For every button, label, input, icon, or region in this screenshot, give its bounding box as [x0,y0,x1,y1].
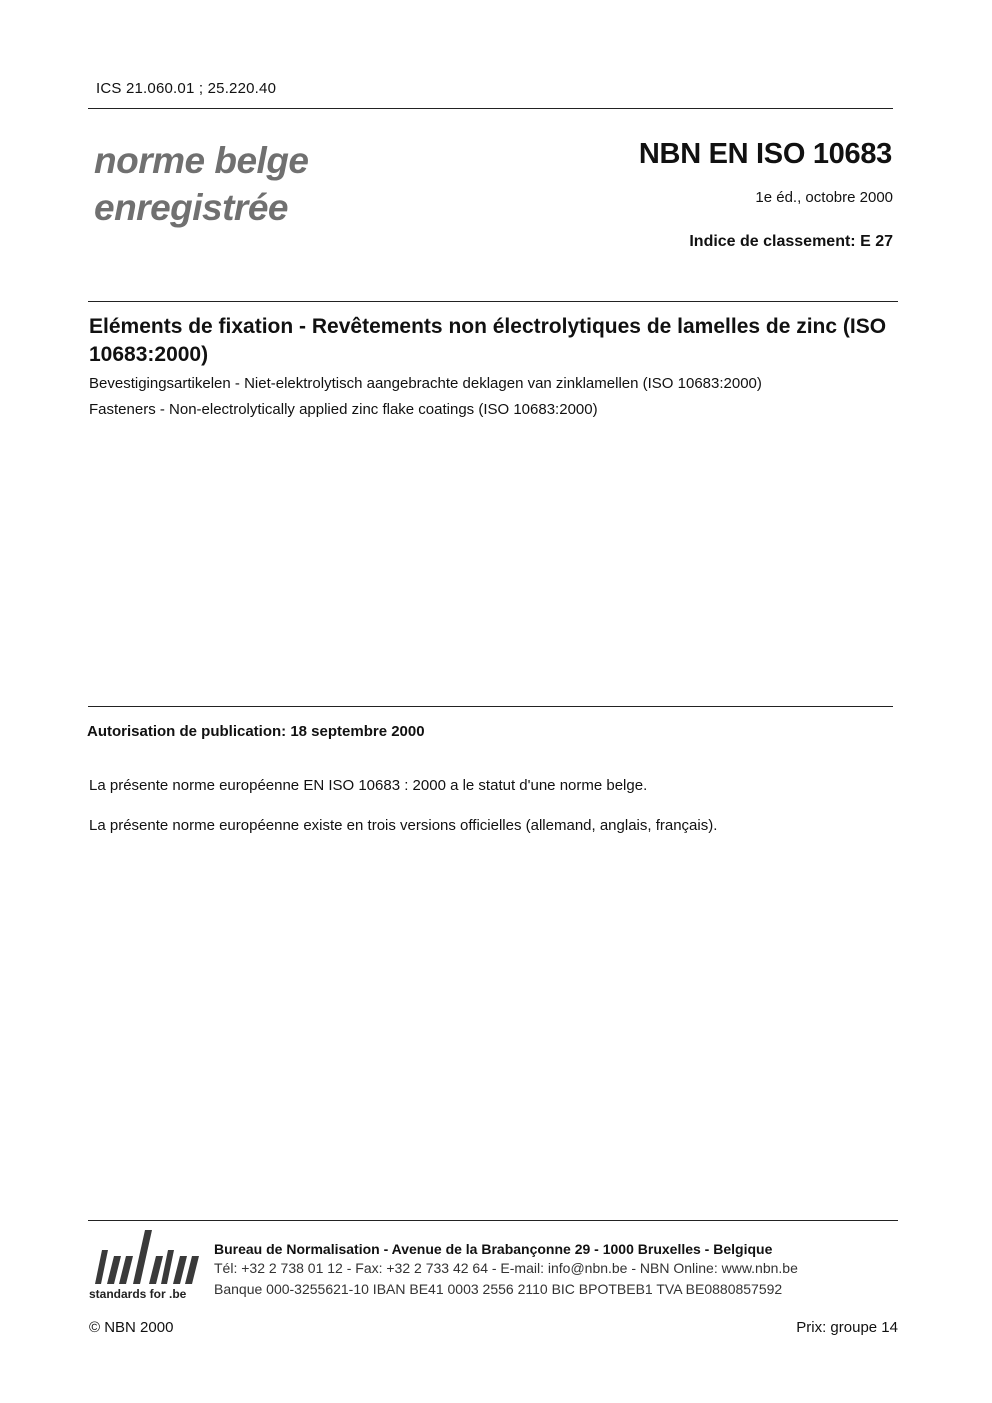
title-english: Fasteners - Non-electrolytically applied zinc flake coatings (ISO 10683:2000) [89,401,598,418]
top-rule [88,108,893,109]
edition-date: 1e éd., octobre 2000 [755,189,893,206]
brand-line-1: norme belge [94,140,309,181]
nbn-logo [88,1228,200,1306]
standard-number: NBN EN ISO 10683 [638,138,892,170]
publication-authorisation: Autorisation de publication: 18 septembre 2000 [87,723,425,740]
footer-address: Bureau de Normalisation - Avenue de la Brabançonne 29 - 1000 Bruxelles - Belgique [214,1241,773,1257]
classification-index: Indice de classement: E 27 [689,233,893,250]
status-statement: La présente norme européenne EN ISO 10683 : 2000 a le statut d'une norme belge. [89,777,648,794]
footer-contact: Tél: +32 2 738 01 12 - Fax: +32 2 733 42 64 - E-mail: info@nbn.be - NBN Online: www.nbn.be [214,1260,798,1276]
footer-bank-details: Banque 000-3255621-10 IBAN BE41 0003 2556 2110 BIC BPOTBEB1 TVA BE0880857592 [214,1281,783,1297]
logo-tagline: standards for .be [89,1287,187,1301]
copyright: © NBN 2000 [89,1319,174,1336]
versions-statement: La présente norme européenne existe en trois versions officielles (allemand, anglais, français). [89,817,718,834]
nbn-logo-icon [88,1228,200,1288]
price-group: Prix: groupe 14 [796,1319,898,1336]
brand-line-2: enregistrée [94,187,288,228]
footer-rule [88,1220,898,1221]
ics-codes: ICS 21.060.01 ; 25.220.40 [96,80,277,97]
publication-rule [88,706,893,707]
title-dutch: Bevestigingsartikelen - Niet-elektrolytisch aangebrachte deklagen van zinklamellen (ISO 10683:2000) [89,375,762,392]
title-rule [88,301,898,302]
title-french: Eléments de fixation - Revêtements non électrolytiques de lamelles de zinc (ISO 10683:2000) [89,315,887,366]
